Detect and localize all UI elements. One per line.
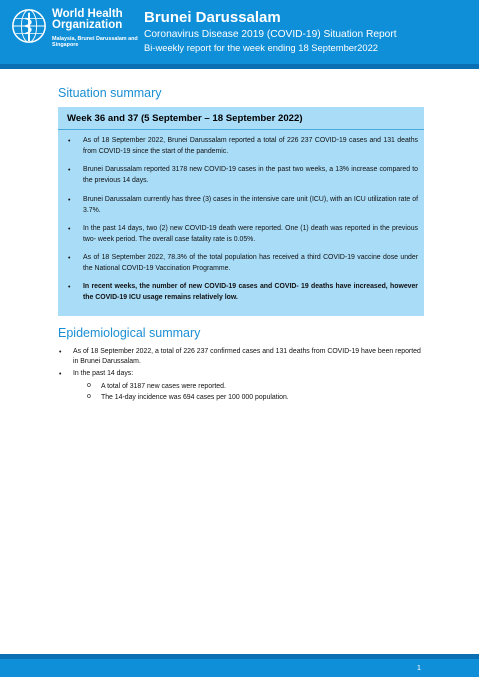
sub-bullet-icon: o xyxy=(87,382,91,389)
report-period: Bi-weekly report for the week ending 18 September2022 xyxy=(144,42,378,53)
org-name-line2: Organization xyxy=(52,19,123,31)
epidemiological-heading: Epidemiological summary xyxy=(58,326,201,340)
bullet-icon: • xyxy=(59,349,62,356)
report-subtitle: Coronavirus Disease 2019 (COVID-19) Situation Report xyxy=(144,29,397,40)
bullet-icon: • xyxy=(68,226,71,233)
org-name-line1: World Health xyxy=(52,8,123,20)
epi-item: In the past 14 days: xyxy=(73,370,134,377)
page-footer xyxy=(0,659,479,677)
header-stripe xyxy=(0,64,479,69)
epi-sub-item: The 14-day incidence was 694 cases per 100 000 population. xyxy=(101,394,289,401)
bullet-icon: • xyxy=(59,371,62,378)
org-name xyxy=(52,9,142,31)
summary-item: In the past 14 days, two (2) new COVID-19 death were reported. One (1) death was reported in the previous two- week period. The overall case fatality rate is 0.05%. xyxy=(83,225,418,243)
epi-sub-item: A total of 3187 new cases were reported. xyxy=(101,383,226,390)
org-region: Malaysia, Brunei Darussalam and Singapore xyxy=(52,36,138,48)
epi-item: As of 18 September 2022, a total of 226 237 confirmed cases and 131 deaths from COVID-19 have been reported in Brunei Darussalam. xyxy=(73,348,421,365)
summary-item: Brunei Darussalam reported 3178 new COVID-19 cases in the past two weeks, a 13% increase compared to the previous 14 days. xyxy=(83,166,418,184)
page-number: 1 xyxy=(416,663,421,672)
bullet-icon: • xyxy=(68,167,71,174)
bullet-icon: • xyxy=(68,138,71,145)
who-emblem-icon xyxy=(10,7,48,45)
situation-heading: Situation summary xyxy=(58,86,162,100)
bullet-icon: • xyxy=(68,255,71,262)
summary-item: Brunei Darussalam currently has three (3) cases in the intensive care unit (ICU), with an ICU utilization rate of 3.7%. xyxy=(83,196,418,214)
summary-item: As of 18 September 2022, Brunei Darussalam reported a total of 226 237 COVID-19 cases and 131 deaths from COVID-19 since the start of the pandemic. xyxy=(83,137,418,155)
bullet-icon: • xyxy=(68,284,71,291)
bullet-icon: • xyxy=(68,197,71,204)
summary-item-highlight: In recent weeks, the number of new COVID-19 cases and COVID- 19 deaths have increased, however the COVID-19 ICU usage remains relatively low. xyxy=(83,283,418,301)
summary-week-title: Week 36 and 37 (5 September – 18 September 2022) xyxy=(67,113,303,124)
report-header xyxy=(0,0,479,64)
summary-item: As of 18 September 2022, 78.3% of the total population has received a third COVID-19 vaccine dose under the National COVID-19 Vaccination Programme. xyxy=(83,254,418,272)
sub-bullet-icon: o xyxy=(87,393,91,400)
situation-summary-box xyxy=(58,107,424,316)
report-title: Brunei Darussalam xyxy=(144,9,281,26)
summary-divider xyxy=(58,129,424,130)
